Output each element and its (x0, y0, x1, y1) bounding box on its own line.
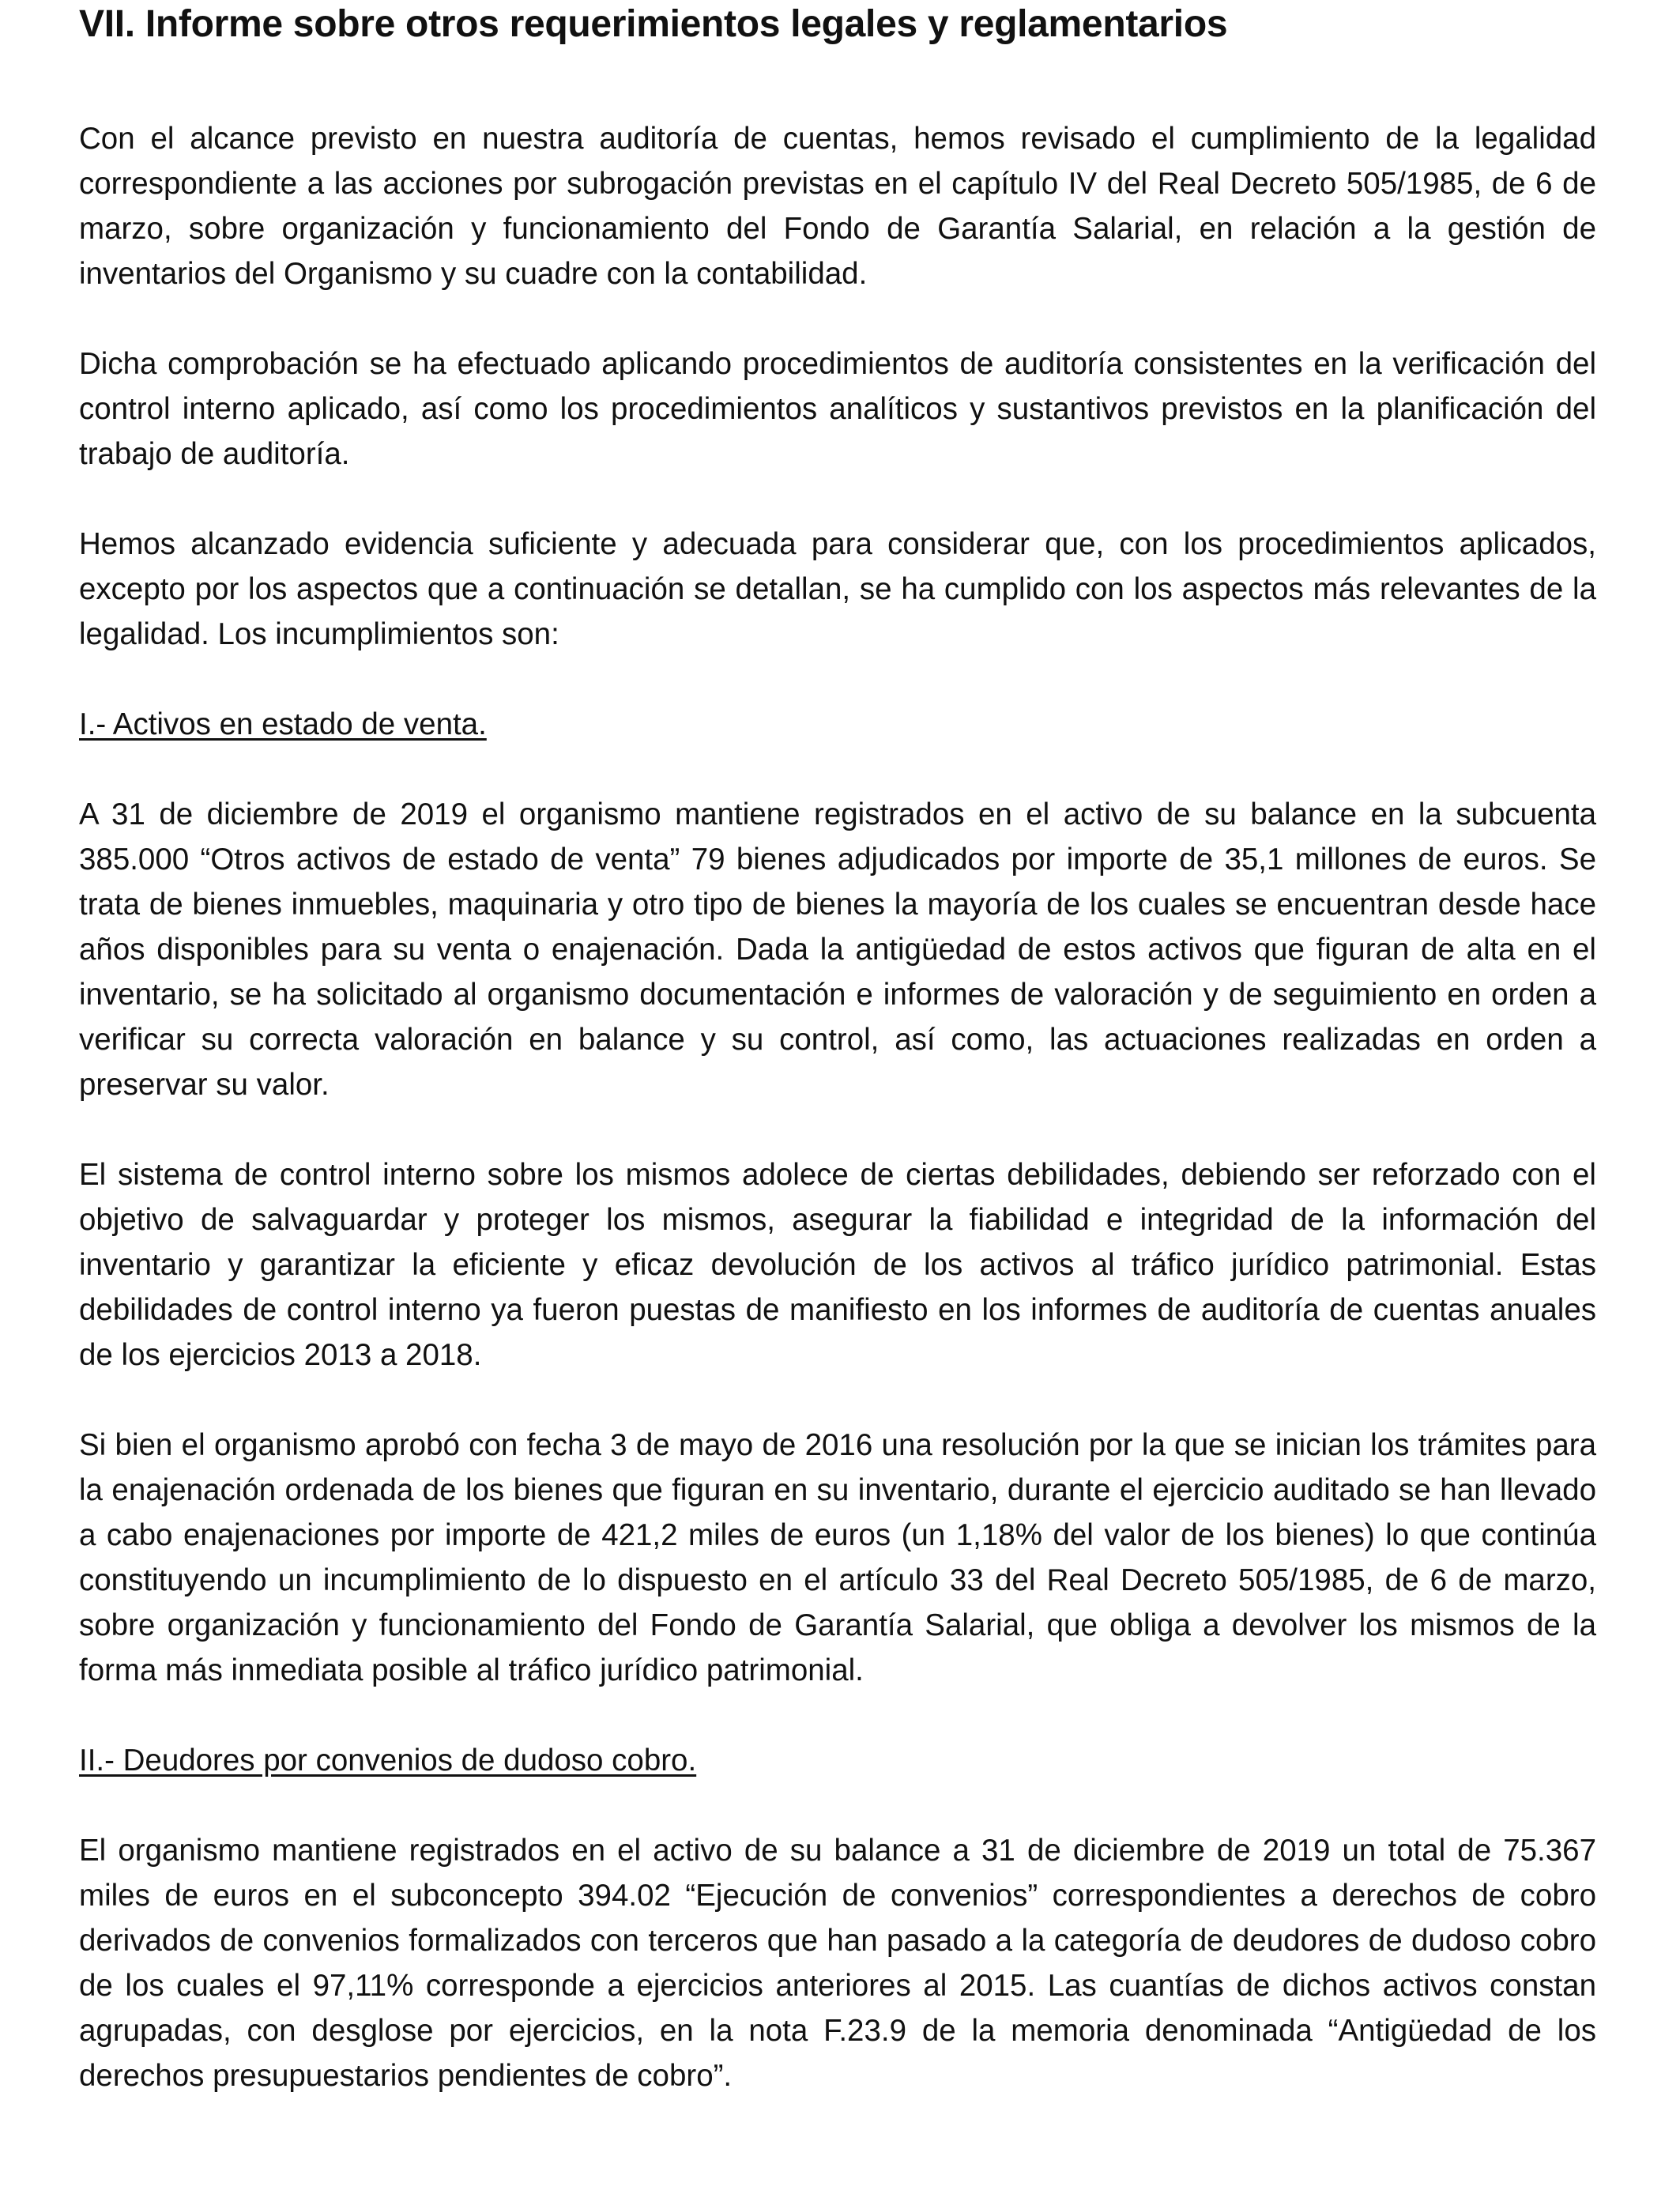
subheading-doubtful-debtors: II.- Deudores por convenios de dudoso cobro. (79, 1744, 697, 1777)
paragraph-doubtful-debtors: El organismo mantiene registrados en el activo de su balance a 31 de diciembre de 2019 un total de 75.367 miles de euros en el subconcepto 394.02 “Ejecución de convenios” correspondientes a derechos de cobro derivados de convenios formalizados con terceros que han pasado a la categoría de deudores de dudoso cobro de los cuales el 97,11% corresponde a ejercicios anteriores al 2015. Las cuantías de dichos activos constan agrupadas, con desglose por ejercicios, en la nota F.23.9 de la memoria denominada “Antigüedad de los derechos presupuestarios pendientes de cobro”. (79, 1834, 1596, 2093)
paragraph-scope: Con el alcance previsto en nuestra auditoría de cuentas, hemos revisado el cumplimiento de la legalidad correspondiente a las acciones por subrogación previstas en el capítulo IV del Real Decreto 505/1985, de 6 de marzo, sobre organización y funcionamiento del Fondo de Garantía Salarial, en relación a la gestión de inventarios del Organismo y su cuadre con la contabilidad. (79, 122, 1596, 291)
paragraph-disposal-resolution: Si bien el organismo aprobó con fecha 3 de mayo de 2016 una resolución por la que se inician los trámites para la enajenación ordenada de los bienes que figuran en su inventario, durante el ejercicio auditado se han llevado a cabo enajenaciones por importe de 421,2 miles de euros (un 1,18% del valor de los bienes) lo que continúa constituyendo un incumplimiento de lo dispuesto en el artículo 33 del Real Decreto 505/1985, de 6 de marzo, sobre organización y funcionamiento del Fondo de Garantía Salarial, que obliga a devolver los mismos de la forma más inmediata posible al tráfico jurídico patrimonial. (79, 1428, 1596, 1687)
section-title: VII. Informe sobre otros requerimientos legales y reglamentarios (79, 3, 1228, 45)
subheading-assets-for-sale: I.- Activos en estado de venta. (79, 707, 487, 741)
document-page (79, 0, 1596, 2098)
paragraph-evidence: Hemos alcanzado evidencia suficiente y adecuada para considerar que, con los procedimientos aplicados, excepto por los aspectos que a continuación se detallan, se ha cumplido con los aspectos más relevantes de la legalidad. Los incumplimientos son: (79, 527, 1596, 651)
paragraph-internal-control: El sistema de control interno sobre los mismos adolece de ciertas debilidades, debiendo ser reforzado con el objetivo de salvaguardar y proteger los mismos, asegurar la fiabilidad e integridad de la información del inventario y garantizar la eficiente y eficaz devolución de los activos al tráfico jurídico patrimonial. Estas debilidades de control interno ya fueron puestas de manifiesto en los informes de auditoría de cuentas anuales de los ejercicios 2013 a 2018. (79, 1158, 1596, 1372)
paragraph-assets-registered: A 31 de diciembre de 2019 el organismo mantiene registrados en el activo de su balance en la subcuenta 385.000 “Otros activos de estado de venta” 79 bienes adjudicados por importe de 35,1 millones de euros. Se trata de bienes inmuebles, maquinaria y otro tipo de bienes la mayoría de los cuales se encuentran desde hace años disponibles para su venta o enajenación. Dada la antigüedad de estos activos que figuran de alta en el inventario, se ha solicitado al organismo documentación e informes de valoración y de seguimiento en orden a verificar su correcta valoración en balance y su control, así como, las actuaciones realizadas en orden a preservar su valor. (79, 797, 1596, 1102)
paragraph-verification: Dicha comprobación se ha efectuado aplicando procedimientos de auditoría consistentes en la verificación del control interno aplicado, así como los procedimientos analíticos y sustantivos previstos en la planificación del trabajo de auditoría. (79, 347, 1596, 471)
